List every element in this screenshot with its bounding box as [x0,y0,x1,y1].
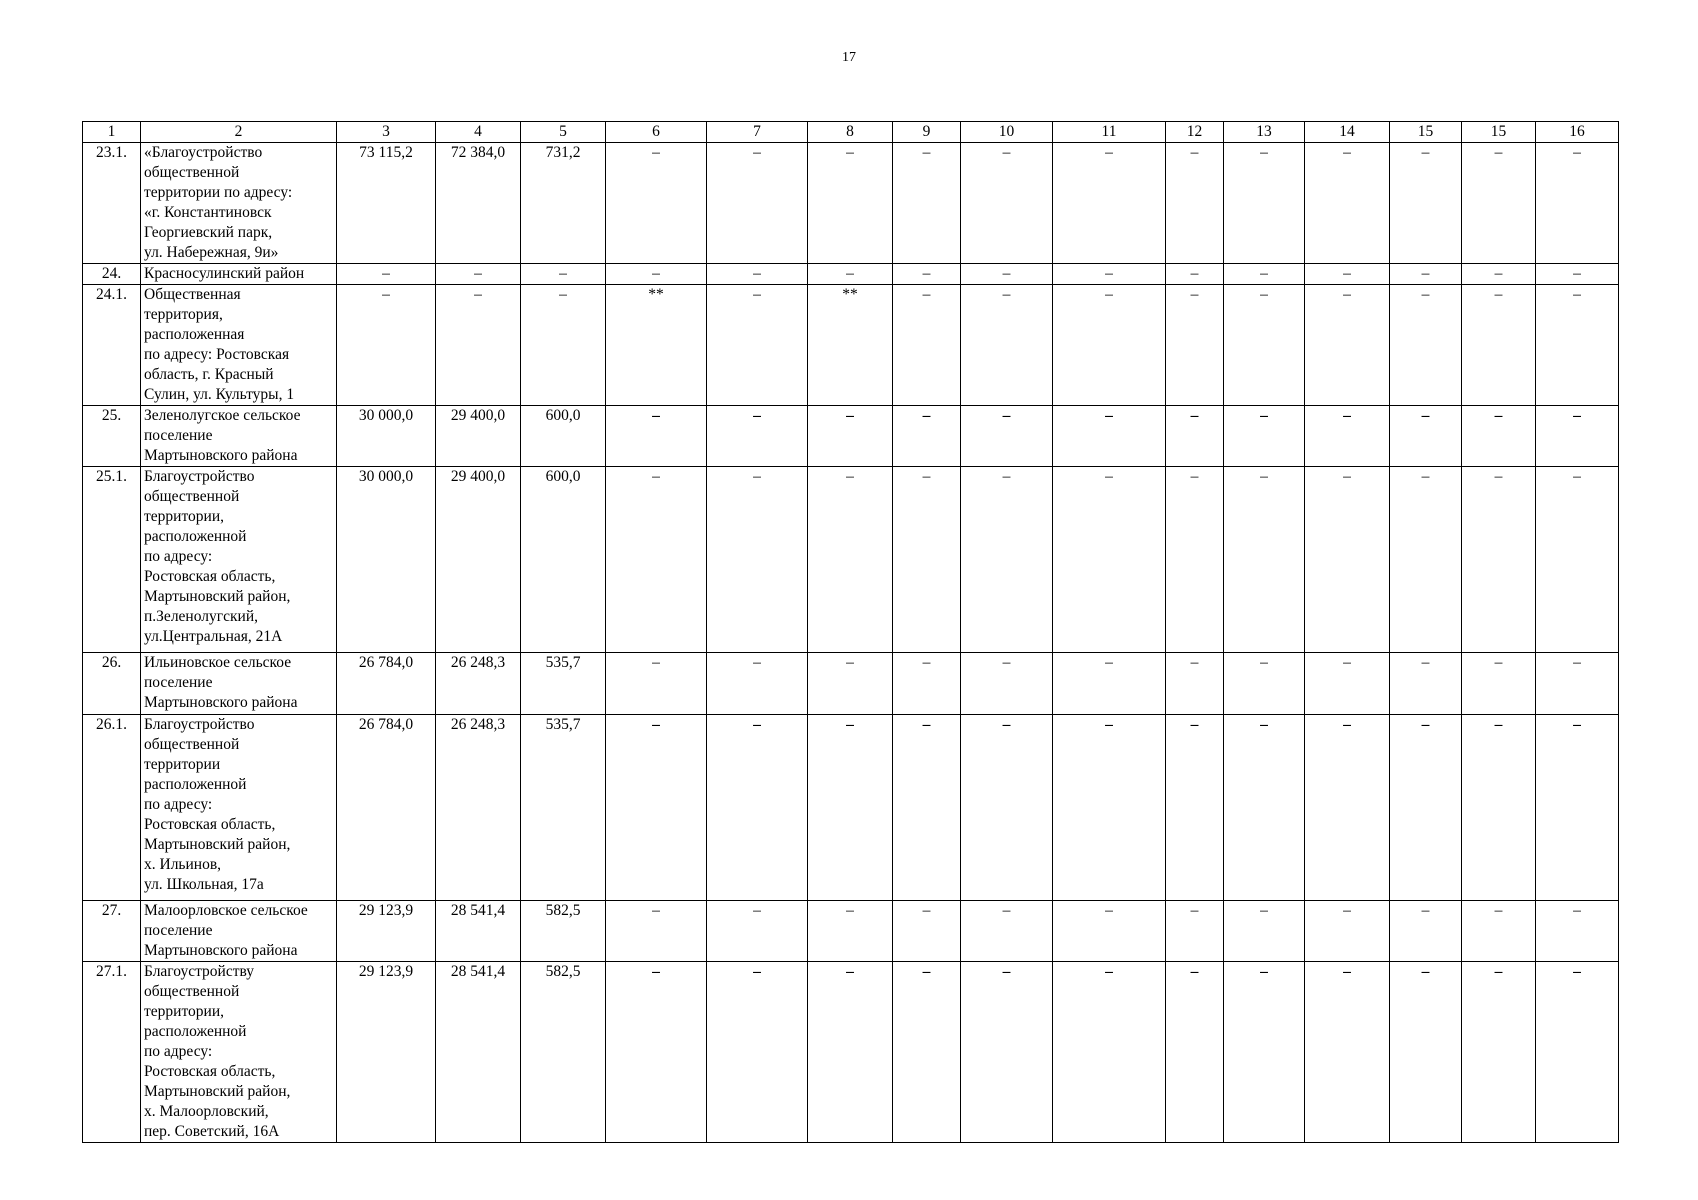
empty-cell: – [1390,467,1462,653]
empty-cell: – [1390,653,1462,715]
value-cell: 582,5 [521,901,606,962]
row-name-line: Ростовская область, [144,1063,276,1080]
empty-cell: – [1462,143,1536,264]
table-row [83,901,1619,962]
empty-cell: – [1305,406,1390,467]
row-name-line: Мартыновского района [144,447,298,464]
empty-cell: – [808,264,893,285]
row-name-line: территории [144,756,221,773]
row-name-line: Ростовская область, [144,816,276,833]
empty-cell: – [893,962,961,1143]
row-name-line: расположенной [144,528,247,545]
empty-cell: – [893,467,961,653]
value-cell: 73 115,2 [337,143,436,264]
empty-cell: – [1053,962,1166,1143]
row-name-line: общественной [144,488,240,505]
row-number: 26. [83,653,141,715]
value-cell: 72 384,0 [436,143,521,264]
row-number: 23.1. [83,143,141,264]
empty-cell: – [1224,901,1305,962]
value-cell: 28 541,4 [436,962,521,1143]
empty-cell: – [1166,264,1224,285]
empty-cell: – [1462,962,1536,1143]
value-cell: 26 248,3 [436,653,521,715]
row-name [141,653,337,715]
row-name [141,143,337,264]
row-name-line: Сулин, ул. Культуры, 1 [144,386,295,403]
column-header: 3 [337,122,436,143]
empty-cell: – [1224,653,1305,715]
empty-cell: – [1166,406,1224,467]
empty-cell: – [707,143,808,264]
row-name-line: Мартыновский район, [144,1083,291,1100]
empty-cell: – [893,143,961,264]
column-header: 9 [893,122,961,143]
empty-cell: – [337,264,436,285]
empty-cell: – [808,962,893,1143]
column-header: 5 [521,122,606,143]
empty-cell: – [707,901,808,962]
empty-cell: – [1053,264,1166,285]
empty-cell: – [707,715,808,901]
empty-cell: – [1166,143,1224,264]
row-name-line: Благоустройству [144,963,255,980]
row-name-line: общественной [144,164,240,181]
empty-cell: – [961,653,1053,715]
empty-cell: – [1462,715,1536,901]
value-cell: 29 123,9 [337,901,436,962]
table-row [83,715,1619,901]
empty-cell: – [606,962,707,1143]
empty-cell: – [1536,901,1619,962]
value-cell: 29 123,9 [337,962,436,1143]
row-name-line: Малоорловское сельское [144,902,308,919]
row-name-line: Зеленолугское сельское [144,407,301,424]
empty-cell: – [961,901,1053,962]
row-number: 25.1. [83,467,141,653]
empty-cell: – [606,143,707,264]
table-row [83,467,1619,653]
empty-cell: – [1053,285,1166,406]
empty-cell: – [1166,962,1224,1143]
column-header: 12 [1166,122,1224,143]
row-name-line: Общественная [144,286,241,303]
column-header: 14 [1305,122,1390,143]
empty-cell: – [1166,653,1224,715]
empty-cell: – [1224,285,1305,406]
value-cell: 600,0 [521,406,606,467]
empty-cell: – [1390,143,1462,264]
row-name-line: общественной [144,736,240,753]
row-number: 24.1. [83,285,141,406]
row-number: 24. [83,264,141,285]
empty-cell: – [1536,962,1619,1143]
value-cell: 28 541,4 [436,901,521,962]
empty-cell: – [436,285,521,406]
empty-cell: – [1305,962,1390,1143]
empty-cell: – [1224,406,1305,467]
empty-cell: – [1305,467,1390,653]
empty-cell: – [961,406,1053,467]
empty-cell: – [1166,467,1224,653]
row-name-line: «Благоустройство [144,144,263,161]
table-row [83,285,1619,406]
row-name [141,406,337,467]
empty-cell: – [606,653,707,715]
row-name-line: Ростовская область, [144,568,276,585]
value-cell: 731,2 [521,143,606,264]
empty-cell: – [893,901,961,962]
row-name-line: территории по адресу: [144,184,293,201]
row-name-line: Мартыновского района [144,694,298,711]
empty-cell: – [1224,962,1305,1143]
column-header: 11 [1053,122,1166,143]
header-row [83,122,1619,143]
empty-cell: – [893,406,961,467]
row-name-line: х. Малоорловский, [144,1103,269,1120]
value-cell: 26 784,0 [337,715,436,901]
empty-cell: – [1166,715,1224,901]
row-name-line: поселение [144,427,213,444]
value-cell: 30 000,0 [337,406,436,467]
empty-cell: – [1224,715,1305,901]
empty-cell: – [1166,901,1224,962]
row-number: 27. [83,901,141,962]
empty-cell: – [707,264,808,285]
row-name-line: Мартыновский район, [144,836,291,853]
empty-cell: – [1305,715,1390,901]
row-name-line: поселение [144,922,213,939]
empty-cell: – [1536,715,1619,901]
empty-cell: – [1536,467,1619,653]
row-name-line: территории, [144,1003,224,1020]
empty-cell: – [1053,406,1166,467]
empty-cell: – [1536,143,1619,264]
empty-cell: – [1305,901,1390,962]
empty-cell: – [1224,143,1305,264]
empty-cell: – [1536,653,1619,715]
data-table [82,121,1619,1143]
empty-cell: – [1390,962,1462,1143]
row-name [141,901,337,962]
empty-cell: – [1390,715,1462,901]
empty-cell: – [1462,901,1536,962]
empty-cell: – [961,285,1053,406]
column-header: 4 [436,122,521,143]
empty-cell: – [808,467,893,653]
empty-cell: – [893,715,961,901]
column-header: 15 [1390,122,1462,143]
table-row [83,962,1619,1143]
row-name-line: по адресу: [144,548,213,565]
empty-cell: – [1390,901,1462,962]
page-number: 17 [842,50,856,65]
row-name-line: по адресу: Ростовская [144,346,290,363]
empty-cell: – [1053,143,1166,264]
row-name-line: поселение [144,674,213,691]
empty-cell: – [808,901,893,962]
empty-cell: – [961,467,1053,653]
empty-cell: – [808,406,893,467]
row-name-line: ул. Набережная, 9и» [144,244,279,261]
empty-cell: – [1462,264,1536,285]
value-cell: 29 400,0 [436,467,521,653]
empty-cell: – [1166,285,1224,406]
empty-cell: – [1390,264,1462,285]
empty-cell: – [1305,653,1390,715]
row-name-line: пер. Советский, 16А [144,1123,280,1140]
empty-cell: – [606,406,707,467]
row-name-line: Георгиевский парк, [144,224,273,241]
row-name-line: ул. Школьная, 17а [144,876,264,893]
column-header: 8 [808,122,893,143]
value-cell: 582,5 [521,962,606,1143]
row-number: 26.1. [83,715,141,901]
empty-cell: – [1053,467,1166,653]
empty-cell: – [337,285,436,406]
empty-cell: – [1536,285,1619,406]
empty-cell: – [893,653,961,715]
row-name-line: Мартыновского района [144,942,298,959]
column-header: 16 [1536,122,1619,143]
empty-cell: – [961,715,1053,901]
row-name-line: расположенная [144,326,245,343]
row-name-line: территории, [144,508,224,525]
row-name-line: ул.Центральная, 21А [144,628,283,645]
empty-cell: – [521,285,606,406]
empty-cell: – [707,467,808,653]
value-cell: ** [606,285,707,406]
empty-cell: – [1224,467,1305,653]
row-name-line: Мартыновский район, [144,588,291,605]
row-name-line: по адресу: [144,1043,213,1060]
row-name-line: область, г. Красный [144,366,274,383]
empty-cell: – [1390,406,1462,467]
empty-cell: – [1224,264,1305,285]
empty-cell: – [1305,285,1390,406]
row-name [141,715,337,901]
empty-cell: – [436,264,521,285]
row-name-line: Благоустройство [144,716,255,733]
empty-cell: – [808,143,893,264]
empty-cell: – [707,406,808,467]
value-cell: 26 784,0 [337,653,436,715]
row-name [141,467,337,653]
empty-cell: – [1305,143,1390,264]
empty-cell: – [893,285,961,406]
empty-cell: – [961,264,1053,285]
row-name-line: Красносулинский район [144,265,305,282]
table-row [83,406,1619,467]
column-header: 10 [961,122,1053,143]
row-name [141,264,337,285]
row-name-line: территория, [144,306,223,323]
table-row [83,264,1619,285]
empty-cell: – [808,653,893,715]
row-name-line: п.Зеленолугский, [144,608,258,625]
empty-cell: – [1462,653,1536,715]
column-header: 15 [1462,122,1536,143]
empty-cell: – [1390,285,1462,406]
row-name-line: х. Ильинов, [144,856,222,873]
row-name-line: расположенной [144,1023,247,1040]
row-name-line: общественной [144,983,240,1000]
empty-cell: – [1462,285,1536,406]
empty-cell: – [1053,715,1166,901]
row-name-line: Благоустройство [144,468,255,485]
table-row [83,143,1619,264]
value-cell: 600,0 [521,467,606,653]
empty-cell: – [893,264,961,285]
row-number: 27.1. [83,962,141,1143]
empty-cell: – [606,901,707,962]
empty-cell: – [808,715,893,901]
empty-cell: – [1305,264,1390,285]
row-name-line: расположенной [144,776,247,793]
column-header: 7 [707,122,808,143]
value-cell: 535,7 [521,715,606,901]
empty-cell: – [707,285,808,406]
empty-cell: – [606,264,707,285]
value-cell: 29 400,0 [436,406,521,467]
row-name-line: «г. Константиновск [144,204,272,221]
empty-cell: – [1053,653,1166,715]
empty-cell: – [1462,467,1536,653]
empty-cell: – [961,143,1053,264]
empty-cell: – [606,715,707,901]
row-name-line: Ильиновское сельское [144,654,292,671]
empty-cell: – [1053,901,1166,962]
value-cell: 30 000,0 [337,467,436,653]
value-cell: ** [808,285,893,406]
table-row [83,653,1619,715]
value-cell: 535,7 [521,653,606,715]
empty-cell: – [1462,406,1536,467]
column-header: 1 [83,122,141,143]
empty-cell: – [1536,406,1619,467]
row-name [141,285,337,406]
row-name [141,962,337,1143]
column-header: 6 [606,122,707,143]
empty-cell: – [961,962,1053,1143]
table-body [83,122,1619,1143]
row-number: 25. [83,406,141,467]
column-header: 13 [1224,122,1305,143]
empty-cell: – [606,467,707,653]
column-header: 2 [141,122,337,143]
value-cell: 26 248,3 [436,715,521,901]
empty-cell: – [707,962,808,1143]
row-name-line: по адресу: [144,796,213,813]
empty-cell: – [521,264,606,285]
empty-cell: – [707,653,808,715]
empty-cell: – [1536,264,1619,285]
